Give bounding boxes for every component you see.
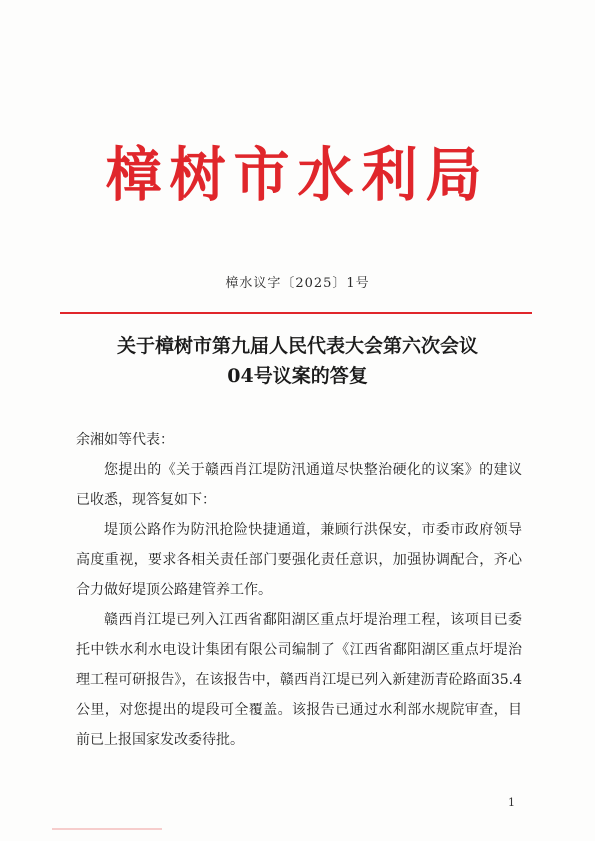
red-divider-line [60,312,532,314]
salutation: 余湘如等代表： [76,432,174,448]
title-line-2: 04号议案的答复 [227,365,368,387]
document-body [76,425,522,755]
document-number: 樟水议字〔2025〕1号 [225,276,370,291]
agency-masthead: 樟树市水利局 [105,140,490,210]
footer-mark [52,828,162,830]
paragraph-2: 堤顶公路作为防汛抢险快捷通道，兼顾行洪保安，市委市政府领导高度重视，要求各相关责任部门要强化责任意识，加强协调配合，齐心合力做好堤顶公路建管养工作。 [76,522,522,598]
paragraph-1: 您提出的《关于赣西肖江堤防汛通道尽快整治硬化的议案》的建议已收悉，现答复如下： [76,462,522,508]
page-number: 1 [508,796,515,809]
document-title [40,331,555,391]
title-line-1: 关于樟树市第九届人民代表大会第六次会议 [116,335,478,357]
paragraph-3: 赣西肖江堤已列入江西省鄱阳湖区重点圩堤治理工程，该项目已委托中铁水利水电设计集团有限公司编制了《江西省鄱阳湖区重点圩堤治理工程可研报告》，在该报告中，赣西肖江堤已列入新建沥青砼路面35.4公里，对您提出的堤段可全覆盖。该报告已通过水利部水规院审查，目前已上报国家发改委待批。 [76,612,522,748]
